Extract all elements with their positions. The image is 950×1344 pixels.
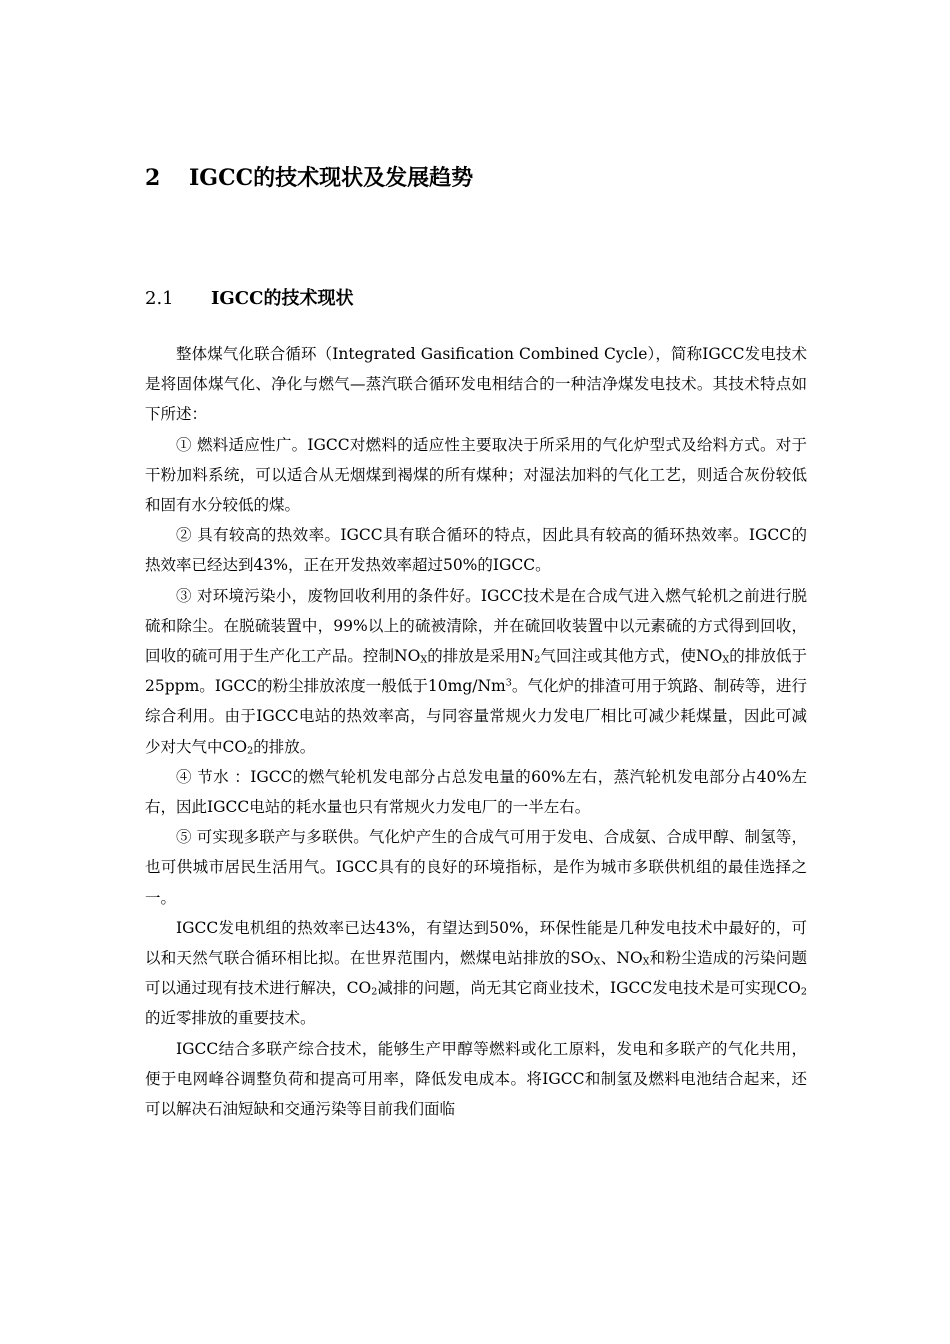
text-run: IGCC发电机组的热效率已达43%，有望达到50%，环保性能是几种发电技术中最好的，可以和天然气联合循环相比拟。在世界范围内，燃煤电站排放的SO	[145, 918, 807, 968]
subscript: 2	[247, 745, 254, 757]
paragraph-polygeneration: ⑤ 可实现多联产与多联供。气化炉产生的合成气可用于发电、合成氨、合成甲醇、制氢等，也可供城市居民生活用气。IGCC具有的良好的环境指标，是作为城市多联供机组的最佳选择之一。	[145, 828, 807, 907]
text-run: 的排放低于25ppm。IGCC的粉尘排放浓度一般低于10mg/Nm	[145, 647, 807, 696]
section-number: 2.1	[145, 288, 174, 309]
text-run: 气回注或其他方式，使NO	[540, 647, 723, 666]
text-run: 和粉尘造成的污染问题可以通过现有技术进行解决，CO	[145, 949, 808, 998]
paragraph-polygeneration-integration: IGCC结合多联产综合技术，能够生产甲醇等燃料或化工原料，发电和多联产的气化共用，便于电网峰谷调整负荷和提高可用率，降低发电成本。将IGCC和制氢及燃料电池结合起来，还可以解决石油短缺和交通污染等目前我们面临	[145, 1039, 807, 1119]
subscript: 2	[800, 986, 807, 998]
section-heading	[145, 283, 353, 315]
text-run: 的排放是采用N	[427, 647, 535, 666]
text-run: 。气化炉的排渣可用于筑路、制砖等，进行综合利用。由于IGCC电站的热效率高，与同容量常规火力发电厂相比可减少耗煤量，因此可减少对大气中CO	[145, 677, 807, 756]
section-title-text: IGCC的技术现状	[211, 288, 354, 309]
subscript: 2	[534, 654, 541, 666]
text-run: 的近零排放的重要技术。	[145, 1009, 316, 1028]
text-run: 的排放。	[253, 737, 316, 756]
chapter-number: 2	[145, 165, 161, 191]
paragraph-thermal-efficiency: ② 具有较高的热效率。IGCC具有联合循环的特点，因此具有较高的循环热效率。IGCC的热效率已经达到43%，正在开发热效率超过50%的IGCC。	[145, 526, 807, 575]
paragraph-water-saving: ④ 节水 ：IGCC的燃气轮机发电部分占总发电量的60%左右，蒸汽轮机发电部分占40%左右，因此IGCC电站的耗水量也只有常规火力发电厂的一半左右。	[145, 767, 807, 817]
body-text	[145, 339, 807, 1124]
paragraph-fuel-adaptability: ① 燃料适应性广。IGCC对燃料的适应性主要取决于所采用的气化炉型式及给料方式。对于干粉加料系统，可以适合从无烟煤到褐煤的所有煤种；对湿法加料的气化工艺，则适合灰份较低和固有水分较低的煤。	[145, 435, 807, 515]
text-run: 、NO	[600, 949, 643, 968]
chapter-heading	[145, 160, 473, 196]
chapter-title-text: IGCC的技术现状及发展趋势	[189, 165, 474, 191]
subscript: X	[642, 956, 650, 968]
superscript: 3	[505, 677, 512, 689]
subscript: X	[722, 654, 730, 666]
subscript: X	[593, 956, 601, 968]
paragraph-environmental	[145, 581, 807, 762]
paragraph-efficiency-summary	[145, 913, 807, 1034]
text-run: 减排的问题，尚无其它商业技术，IGCC发电技术是可实现CO	[377, 979, 801, 998]
subscript: X	[420, 654, 428, 666]
text-run: ③ 对环境污染小，废物回收利用的条件好。IGCC技术是在合成气进入燃气轮机之前进行脱硫和除尘。在脱硫装置中，99%以上的硫被清除，并在硫回收装置中以元素硫的方式得到回收，回收的硫可用于生产化工产品。控制NO	[145, 586, 807, 666]
subscript: 2	[371, 986, 378, 998]
paragraph-intro: 整体煤气化联合循环（Integrated Gasification Combined Cycle），简称IGCC发电技术是将固体煤气化、净化与燃气—蒸汽联合循环发电相结合的一种洁净煤发电技术。其技术特点如下所述：	[145, 345, 807, 424]
